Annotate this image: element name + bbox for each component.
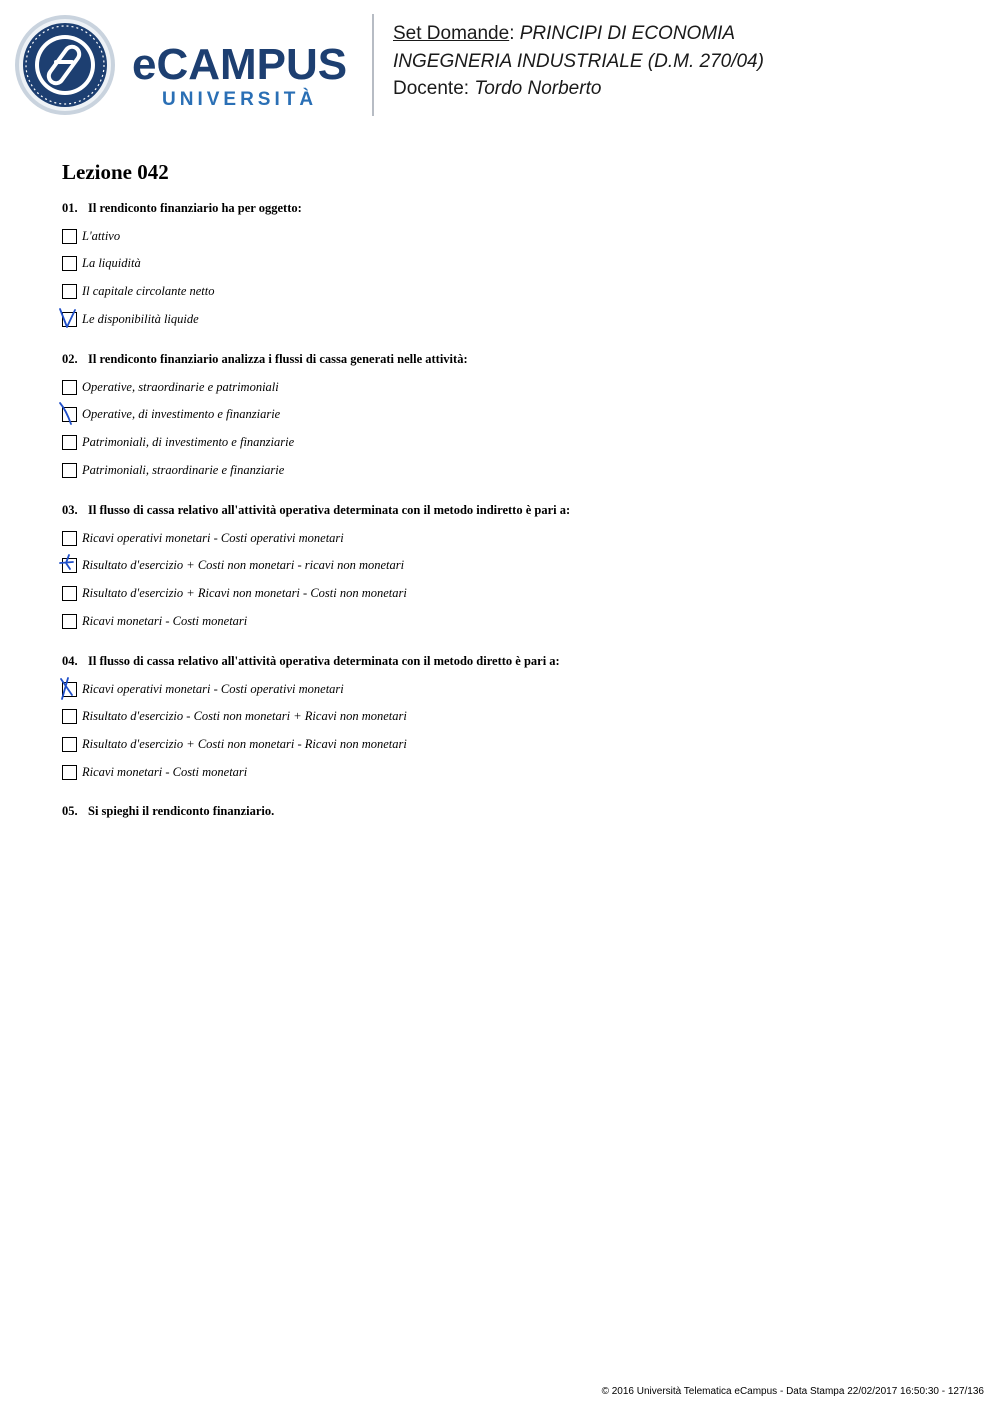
question-number: 02. — [62, 352, 78, 366]
answer-option-text: La liquidità — [82, 256, 141, 271]
question-2 — [62, 352, 468, 367]
answer-option[interactable] — [62, 680, 344, 698]
checked-checkbox[interactable] — [62, 407, 77, 422]
question-text: Il rendiconto finanziario ha per oggetto: — [88, 201, 302, 215]
checkbox[interactable] — [62, 737, 77, 752]
question-3 — [62, 503, 570, 518]
answer-option-text: Risultato d'esercizio + Costi non monetari - ricavi non monetari — [82, 558, 405, 573]
question-text: Si spieghi il rendiconto finanziario. — [88, 804, 275, 818]
answer-option-text: Patrimoniali, di investimento e finanziarie — [82, 435, 295, 450]
handwritten-check-mark-icon — [59, 402, 79, 428]
answer-option-text: L'attivo — [82, 228, 121, 243]
ecampus-wordmark — [132, 40, 356, 114]
teacher-label: Docente: — [393, 78, 470, 99]
question-text: Il rendiconto finanziario analizza i flussi di cassa generati nelle attività: — [88, 352, 468, 366]
header-line-1: Set Domande: PRINCIPI DI ECONOMIA — [393, 23, 736, 44]
answer-option[interactable] — [62, 310, 199, 328]
answer-option[interactable] — [62, 557, 404, 575]
answer-option[interactable] — [62, 585, 407, 603]
logo-sub-text: UNIVERSITÀ — [162, 89, 318, 110]
question-text: Il flusso di cassa relativo all'attività operativa determinata con il metodo diretto è pari a: — [88, 654, 560, 668]
teacher-name: Tordo Norberto — [474, 78, 602, 99]
checkbox[interactable] — [62, 614, 77, 629]
header-line-3 — [393, 75, 764, 103]
question-number: 03. — [62, 503, 78, 517]
header-divider — [372, 14, 374, 116]
checkbox[interactable] — [62, 284, 77, 299]
answer-option-text: Il capitale circolante netto — [82, 284, 215, 299]
question-4 — [62, 654, 560, 669]
answer-option-text: Ricavi monetari - Costi monetari — [82, 764, 248, 779]
checkbox[interactable] — [62, 229, 77, 244]
checked-checkbox[interactable] — [62, 312, 77, 327]
answer-option[interactable] — [62, 255, 141, 273]
answer-option-text: Risultato d'esercizio + Ricavi non monetari - Costi non monetari — [82, 586, 407, 601]
answer-option-text: Le disponibilità liquide — [82, 311, 199, 326]
ecampus-seal-logo — [14, 14, 116, 116]
subject-line-1: PRINCIPI DI ECONOMIA — [519, 23, 736, 44]
answer-option-text: Ricavi operativi monetari - Costi operativi monetari — [82, 681, 344, 696]
checkbox[interactable] — [62, 435, 77, 450]
checked-checkbox[interactable] — [62, 682, 77, 697]
handwritten-check-mark-icon — [59, 553, 79, 579]
header-info — [393, 20, 764, 103]
handwritten-check-mark-icon — [59, 307, 79, 333]
question-text: Il flusso di cassa relativo all'attività operativa determinata con il metodo indiretto è pari a: — [88, 503, 571, 517]
checkbox[interactable] — [62, 765, 77, 780]
answer-option[interactable] — [62, 227, 120, 245]
header-line-2 — [393, 48, 764, 76]
subject-line-2: INGEGNERIA INDUSTRIALE (D.M. 270/04) — [393, 50, 764, 72]
answer-option[interactable] — [62, 406, 280, 424]
lesson-title: Lezione 042 — [62, 160, 169, 184]
answer-option-text: Operative, di investimento e finanziarie — [82, 407, 281, 422]
answer-option[interactable] — [62, 529, 344, 547]
answer-option[interactable] — [62, 434, 294, 452]
answer-option-text: Risultato d'esercizio - Costi non monetari + Ricavi non monetari — [82, 709, 407, 724]
question-5 — [62, 804, 274, 819]
answer-option-text: Risultato d'esercizio + Costi non monetari - Ricavi non monetari — [82, 737, 407, 752]
answer-option-text: Ricavi monetari - Costi monetari — [82, 613, 248, 628]
checked-checkbox[interactable] — [62, 558, 77, 573]
answer-option-text: Ricavi operativi monetari - Costi operativi monetari — [82, 530, 344, 545]
answer-option[interactable] — [62, 283, 214, 301]
checkbox[interactable] — [62, 380, 77, 395]
page-header — [0, 0, 1000, 130]
checkbox[interactable] — [62, 256, 77, 271]
footer-copyright: © 2016 Università Telematica eCampus - Data Stampa 22/02/2017 16:50:30 - 127/136 — [601, 1386, 984, 1397]
question-number: 04. — [62, 654, 78, 668]
question-number: 01. — [62, 201, 78, 215]
checkbox[interactable] — [62, 586, 77, 601]
question-1 — [62, 201, 302, 216]
answer-option-text: Patrimoniali, straordinarie e finanziarie — [82, 462, 285, 477]
answer-option[interactable] — [62, 763, 247, 781]
answer-option[interactable] — [62, 736, 407, 754]
logo-brand-text: eCAMPUS — [132, 40, 348, 89]
answer-option[interactable] — [62, 612, 247, 630]
question-number: 05. — [62, 804, 78, 818]
handwritten-check-mark-icon — [59, 677, 79, 703]
answer-option-text: Operative, straordinarie e patrimoniali — [82, 379, 279, 394]
checkbox[interactable] — [62, 463, 77, 478]
answer-option[interactable] — [62, 378, 279, 396]
checkbox[interactable] — [62, 531, 77, 546]
checkbox[interactable] — [62, 709, 77, 724]
set-domande-label: Set Domande — [393, 23, 510, 44]
answer-option[interactable] — [62, 708, 407, 726]
answer-option[interactable] — [62, 461, 284, 479]
